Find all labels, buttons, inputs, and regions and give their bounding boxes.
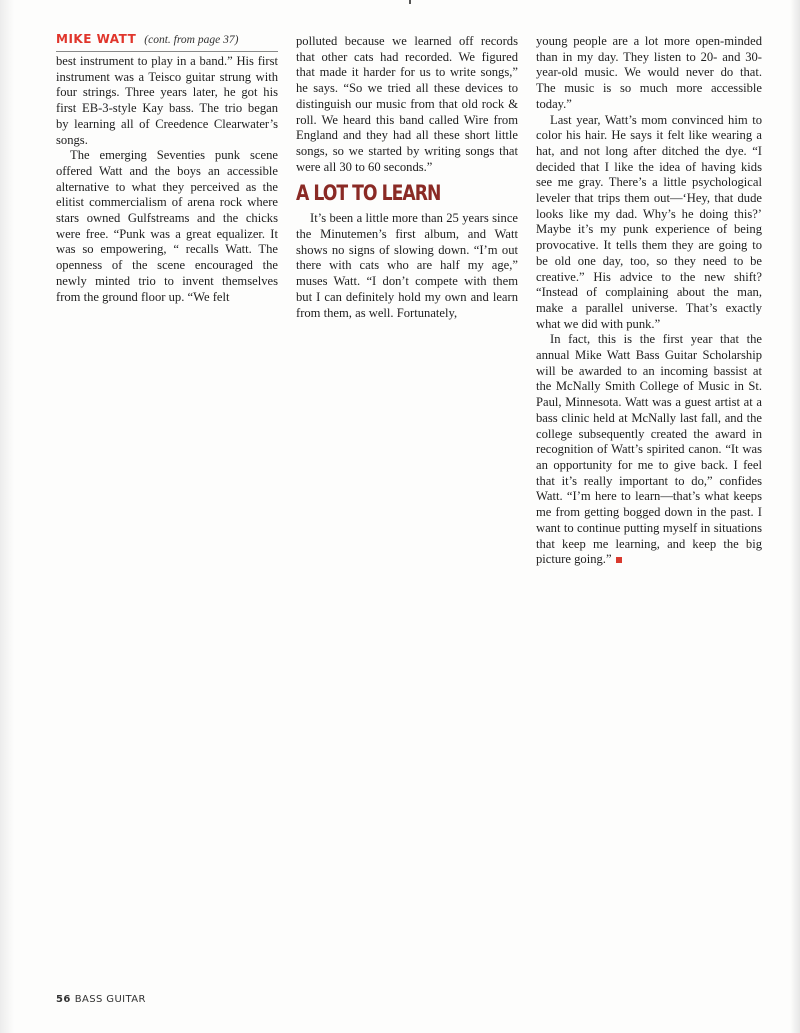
article-subject-name: MIKE WATT bbox=[56, 32, 137, 46]
page-folio bbox=[56, 994, 146, 1005]
paragraph: best instrument to play in a band.” His first instrument was a Teisco guitar strung with four strings. Three years later, he got his first EB-3-style Kay bass. The trio began by learning all of Creedence Clearwater’s songs. bbox=[56, 54, 278, 147]
paragraph: It’s been a little more than 25 years since the Minutemen’s first album, and Watt shows no signs of slowing down. “I’m out there with cats who are half my age,” muses Watt. “I don’t compete with them but I can definitely hold my own and learn from them, as well. Fortunately, bbox=[296, 211, 518, 320]
page-number: 56 bbox=[56, 994, 71, 1005]
paragraph: In fact, this is the first year that the annual Mike Watt Bass Guitar Scholarship will be awarded to an incoming bassist at the McNally Smith College of Music in St. Paul, Minnesota. Watt was a guest artist at a bass clinic held at McNally last fall, and the college subsequently created the award in recognition of Watt’s spirited canon. “It was an opportunity for me to give back. I feel that it’s really important to do,” confides Watt. “I’m here to learn—that’s what keeps me from getting bogged down in the past. I want to continue putting myself in situations that keep me learning, and keep the big picture going.” bbox=[536, 332, 762, 567]
paragraph: Last year, Watt’s mom convinced him to color his hair. He says it felt like wearing a hat, and not long after ditched the dye. “I decided that I like the idea of having kids see me gray. There’s a little psychological leveler that trips them out—‘Hey, that dude looks like my dad. Why’s he doing this?’ Maybe it’s my punk experience of being provocative. It tells them they are going to be old one day, too, so they need to be creative.” His advice to the new shift? “Instead of complaining about the man, make a parallel universe. That’s exactly what we did with punk.” bbox=[536, 112, 762, 331]
crop-mark bbox=[409, 0, 411, 4]
continuation-header bbox=[56, 30, 278, 52]
paragraph: young people are a lot more open-minded than in my day. They listen to 20- and 30-year-old music. We would never do that. The music is so much more accessible today.” bbox=[536, 34, 762, 111]
continued-from-note: (cont. from page 37) bbox=[144, 34, 239, 46]
paragraph: polluted because we learned off records that other cats had recorded. We figured that made it harder for us to write songs,” he says. “So we tried all these devices to distinguish our music from that old rock & roll. We heard this band called Wire from England and they had all these short little songs, so we started by writing songs that were all 30 to 60 seconds.” bbox=[296, 34, 518, 174]
text-column-2 bbox=[296, 34, 518, 321]
section-heading: A LOT TO LEARN bbox=[296, 181, 441, 206]
text-column-3 bbox=[536, 34, 762, 568]
publication-name: BASS GUITAR bbox=[74, 994, 146, 1005]
end-of-article-mark bbox=[616, 557, 622, 563]
page-edge-shadow bbox=[790, 0, 800, 1033]
paragraph: The emerging Seventies punk scene offered Watt and the boys an accessible alternative to what they perceived as the elitist commercialism of arena rock where stars owned Gulfstreams and the chicks were free. “Punk was a great equalizer. It was so empowering, “ recalls Watt. The openness of the scene encouraged the newly minted trio to invent themselves from the ground floor up. “We felt bbox=[56, 148, 278, 304]
text-column-1 bbox=[56, 54, 278, 305]
page-gutter-shadow bbox=[0, 0, 14, 1033]
